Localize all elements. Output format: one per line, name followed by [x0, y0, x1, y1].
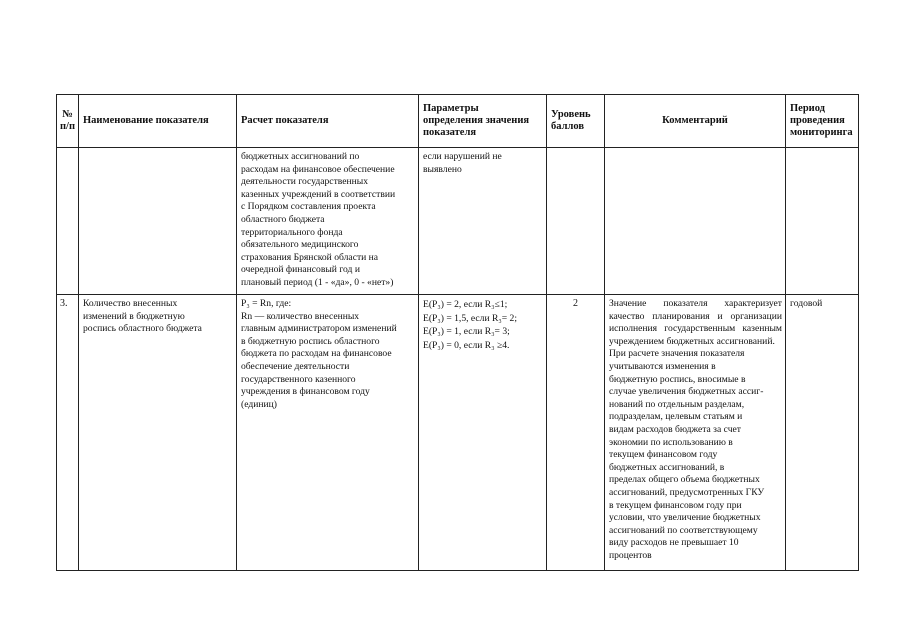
table-row	[57, 148, 859, 295]
header-calculation: Расчет показателя	[237, 95, 419, 148]
cell-monitoring-period	[786, 148, 859, 295]
header-score-level: Уровень баллов	[547, 95, 605, 148]
header-indicator-name: Наименование показателя	[79, 95, 237, 148]
cell-score-level	[547, 148, 605, 295]
cell-num	[57, 148, 79, 295]
cell-calculation: бюджетных ассигнований по расходам на финансовое обеспечение деятельности государственных казенных учреждений в соответствии с Порядком составления проекта областного бюджета территориального фонда обязательного медицинского страхования Брянской области на очередной финансовый год и плановый период (1 - «да», 0 - «нет»)	[237, 148, 419, 295]
header-num: № п/п	[57, 95, 79, 148]
header-parameters: Параметры определения значения показателя	[419, 95, 547, 148]
cell-monitoring-period: годовой	[786, 295, 859, 571]
header-monitoring-period: Период проведения мониторинга	[786, 95, 859, 148]
cell-num: 3.	[57, 295, 79, 571]
cell-comment	[605, 148, 786, 295]
cell-calculation: P₃ = Rn, где: Rn — количество внесенных главным администратором изменений в бюджетную роспись областного бюджета по расходам на финансовое обеспечение деятельности государственного казенного учреждения в финансовом году (единиц)	[237, 295, 419, 571]
cell-indicator-name	[79, 148, 237, 295]
cell-comment: Значение показателя характеризует качество планирования и организации исполнения государственным казенным учреждением бюджетных ассигнований. При расчете значения показателя учитываются изменения в бюджетную роспись, вносимые в случае увеличения бюджетных ассиг- нований по отдельным разделам, подразделам, целевым статьям и видам расходов бюджета за счет экономии по использованию в текущем финансовом году бюджетных ассигнований, в пределах общего объема бюджетных ассигнований, предусмотренных ГКУ в текущем финансовом году при условии, что увеличение бюджетных ассигнований по соответствующему виду расходов не превышает 10 процентов	[605, 295, 786, 571]
header-comment: Комментарий	[605, 95, 786, 148]
indicator-table	[56, 94, 859, 571]
cell-parameters: если нарушений не выявлено	[419, 148, 547, 295]
header-row	[57, 95, 859, 148]
cell-score-level: 2	[547, 295, 605, 571]
cell-parameters: E(P₃) = 2, если R₃≤1; E(P₃) = 1,5, если R₃= 2; E(P₃) = 1, если R₃= 3; E(P₃) = 0, если R₃ ≥4.	[419, 295, 547, 571]
table-row	[57, 295, 859, 571]
cell-indicator-name: Количество внесенных изменений в бюджетную роспись областного бюджета	[79, 295, 237, 571]
